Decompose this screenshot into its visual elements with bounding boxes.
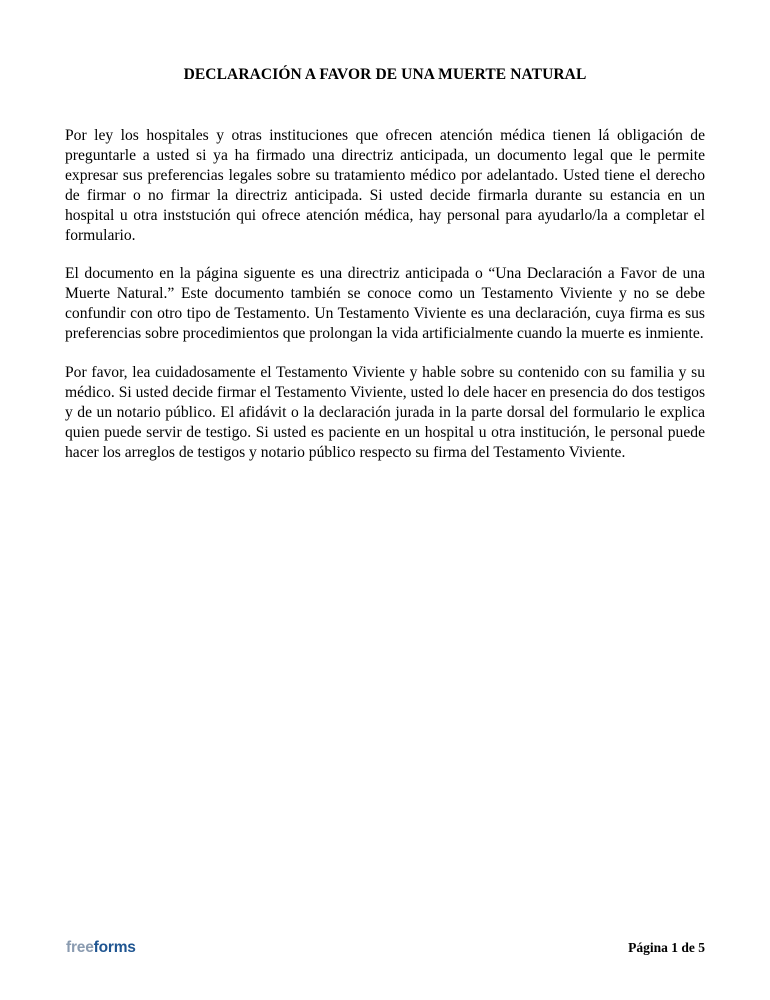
document-title: DECLARACIÓN A FAVOR DE UNA MUERTE NATURAL <box>183 66 587 83</box>
logo-forms-text: forms <box>93 939 136 956</box>
paragraph-declaration: El documento en la página siguente es una directriz anticipada o “Una Declaración a Favor de una Muerte Natural.” Este documento también se conoce como un Testamento Viviente y no se debe confundir con otro tipo de Testamento. Un Testamento Viviente es una declaración, cuya firma es sus preferencias sobre procedimientos que prolongan la vida artificialmente cuando la muerte es inmiente. <box>65 265 705 343</box>
paragraph-instructions: Por favor, lea cuidadosamente el Testamento Viviente y hable sobre su contenido con su familia y su médico. Si usted decide firmar el Testamento Viviente, usted lo dele hacer en presencia do dos testigos y de un notario público. El afidávit o la declaración jurada in la parte dorsal del formulario le explica quien puede servir de testigo. Si usted es paciente en un hospital u otra institución, le personal puede hacer los arreglos de testigos y notario público respecto su firma del Testamento Viviente. <box>65 364 706 461</box>
paragraph-intro: Por ley los hospitales y otras instituciones que ofrecen atención médica tienen lá obligación de preguntarle a usted si ya ha firmado una directriz anticipada, un documento legal que le permite expresar sus preferencias legales sobre su tratamiento médico por adelantado. Usted tiene el derecho de firmar o no firmar la directriz anticipada. Si usted decide firmarla durante su estancia en un hospital u otra inststución qui ofrece atención médica, hay personal para ayudarlo/la a completar el formulario. <box>65 127 705 244</box>
logo-free-text: free <box>66 939 94 956</box>
freeforms-logo <box>66 939 136 957</box>
document-body <box>65 126 705 482</box>
page-number: Página 1 de 5 <box>628 940 705 955</box>
